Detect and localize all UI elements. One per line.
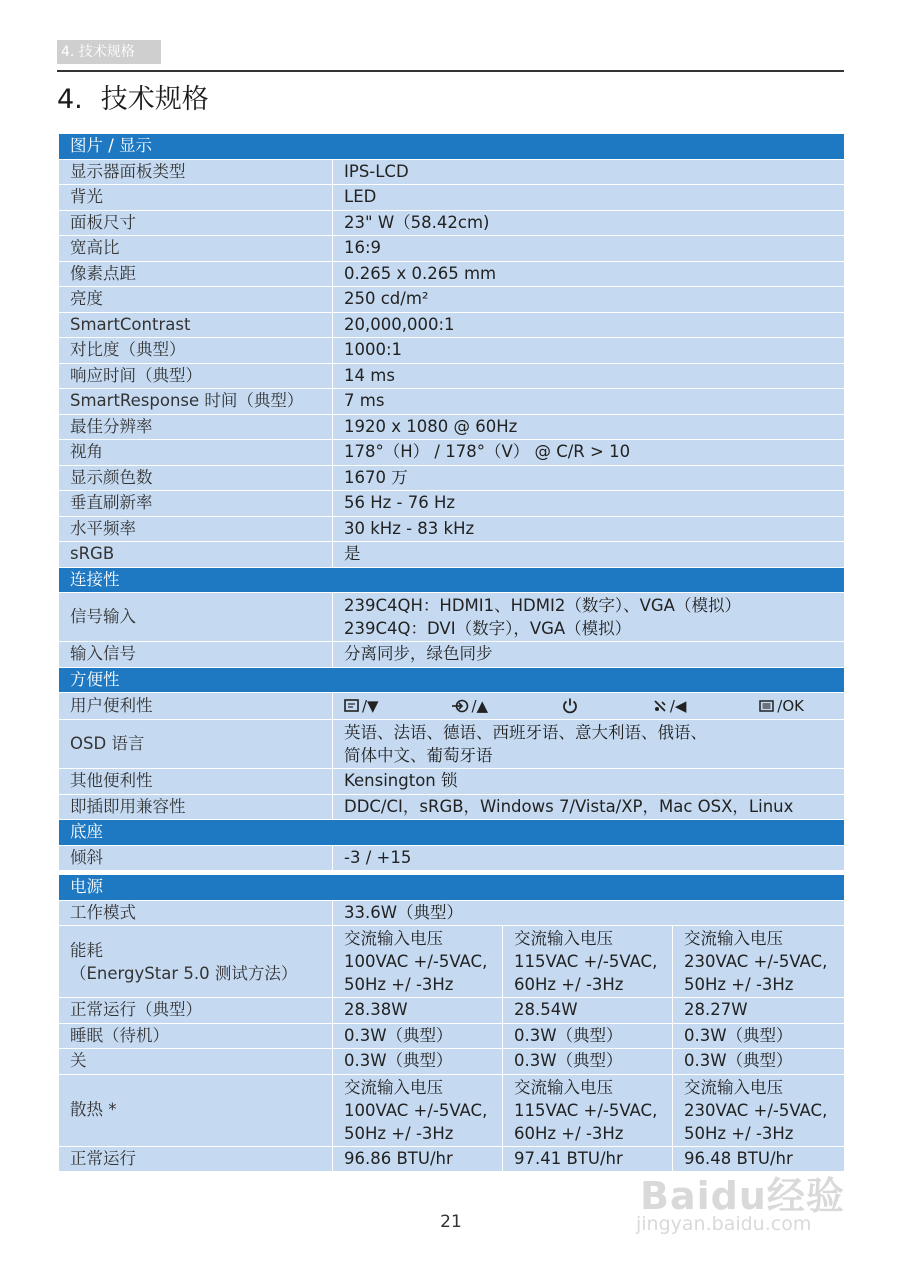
row-label: 散热 *	[59, 1074, 333, 1146]
row-value: 28.27W	[673, 998, 845, 1024]
row-label: 显示器面板类型	[59, 159, 333, 185]
row-label: sRGB	[59, 542, 333, 568]
control-icons	[344, 695, 844, 717]
row-label: 正常运行	[59, 1146, 333, 1172]
table-row	[59, 440, 845, 466]
row-value: IPS-LCD	[333, 159, 845, 185]
row-label: 信号输入	[59, 593, 333, 642]
control-label: /▲	[471, 697, 489, 715]
value-line: 60Hz +/ -3Hz	[514, 975, 624, 994]
value-line: 交流输入电压	[514, 1077, 613, 1097]
row-label: 垂直刷新率	[59, 491, 333, 517]
watermark-brand: Baidu经验	[640, 1174, 845, 1218]
table-row	[59, 414, 845, 440]
section-title: 方便性	[59, 667, 845, 693]
control-power	[561, 697, 579, 715]
row-value: 96.48 BTU/hr	[673, 1146, 845, 1172]
table-row	[59, 693, 845, 720]
table-row	[59, 338, 845, 364]
row-label	[59, 926, 333, 998]
table-row	[59, 465, 845, 491]
table-row	[59, 769, 845, 795]
row-value: 0.3W（典型）	[333, 1049, 503, 1075]
voltage-cell	[673, 1074, 845, 1146]
row-label: 亮度	[59, 287, 333, 313]
table-row	[59, 516, 845, 542]
value-line: 英语、法语、德语、西班牙语、意大利语、俄语、	[344, 723, 707, 742]
smartimage-icon	[652, 699, 668, 713]
row-label: 工作模式	[59, 900, 333, 926]
header-tab: 4. 技术规格	[57, 40, 161, 64]
value-line: 230VAC +/-5VAC,	[684, 1100, 828, 1120]
row-label: 最佳分辨率	[59, 414, 333, 440]
table-row	[59, 542, 845, 568]
row-value: 0.3W（典型）	[333, 1023, 503, 1049]
row-label: OSD 语言	[59, 720, 333, 769]
row-label: 对比度（典型）	[59, 338, 333, 364]
value-line: 交流输入电压	[684, 929, 783, 948]
table-row	[59, 1049, 845, 1075]
row-value: 23" W（58.42cm)	[333, 210, 845, 236]
voltage-cell	[503, 926, 673, 998]
row-label: 倾斜	[59, 845, 333, 871]
row-label: 用户便利性	[59, 693, 333, 720]
row-value: 1670 万	[333, 465, 845, 491]
page-title	[57, 80, 209, 120]
section-title: 底座	[59, 820, 845, 846]
value-line: 230VAC +/-5VAC,	[684, 952, 828, 971]
row-label: 背光	[59, 185, 333, 211]
section-header-stand	[59, 820, 845, 846]
row-value: 28.54W	[503, 998, 673, 1024]
watermark-url: jingyan.baidu.com	[636, 1213, 812, 1235]
value-line: 简体中文、葡萄牙语	[344, 746, 493, 765]
row-value: 0.3W（典型）	[673, 1023, 845, 1049]
value-line: 239C4QH：HDMI1、HDMI2（数字）、VGA（模拟）	[344, 596, 741, 615]
title-text: 技术规格	[100, 84, 209, 115]
row-label: 关	[59, 1049, 333, 1075]
control-label: /OK	[777, 697, 804, 715]
row-value: 33.6W（典型）	[333, 900, 845, 926]
row-value: 14 ms	[333, 363, 845, 389]
spec-table-main	[58, 133, 845, 871]
header-rule	[57, 70, 844, 72]
table-row	[59, 363, 845, 389]
row-value: 28.38W	[333, 998, 503, 1024]
value-line: 交流输入电压	[514, 929, 613, 948]
row-value: 是	[333, 542, 845, 568]
table-row	[59, 159, 845, 185]
row-label: 水平频率	[59, 516, 333, 542]
value-line: 50Hz +/ -3Hz	[684, 1123, 794, 1143]
row-label: 响应时间（典型）	[59, 363, 333, 389]
page-number: 21	[440, 1212, 462, 1232]
voltage-cell	[673, 926, 845, 998]
row-value: 0.3W（典型）	[673, 1049, 845, 1075]
value-line: 50Hz +/ -3Hz	[684, 975, 794, 994]
control-smartimage	[652, 695, 687, 717]
table-row	[59, 845, 845, 871]
row-value: 97.41 BTU/hr	[503, 1146, 673, 1172]
row-label: 正常运行（典型）	[59, 998, 333, 1024]
value-line: 115VAC +/-5VAC,	[514, 952, 658, 971]
row-value: 1920 x 1080 @ 60Hz	[333, 414, 845, 440]
table-row	[59, 926, 845, 998]
row-value: 0.265 x 0.265 mm	[333, 261, 845, 287]
section-header-display	[59, 134, 845, 160]
row-value	[333, 720, 845, 769]
label-line: 能耗	[70, 940, 103, 960]
control-label: /▼	[362, 697, 379, 715]
value-line: 60Hz +/ -3Hz	[514, 1123, 624, 1143]
table-row	[59, 642, 845, 668]
control-ok	[759, 695, 804, 717]
row-value: 178°（H） / 178°（V） @ C/R > 10	[333, 440, 845, 466]
row-value: 16:9	[333, 236, 845, 262]
table-row	[59, 998, 845, 1024]
voltage-cell	[333, 1074, 503, 1146]
row-value: -3 / +15	[333, 845, 845, 871]
row-value: 96.86 BTU/hr	[333, 1146, 503, 1172]
table-row	[59, 1023, 845, 1049]
row-value: 0.3W（典型）	[503, 1023, 673, 1049]
value-line: 239C4Q：DVI（数字），VGA（模拟）	[344, 619, 632, 638]
table-row	[59, 312, 845, 338]
value-line: 50Hz +/ -3Hz	[344, 1123, 454, 1143]
row-value	[333, 693, 845, 720]
value-line: 100VAC +/-5VAC,	[344, 952, 488, 971]
section-header-connectivity	[59, 567, 845, 593]
osd-menu-icon	[759, 700, 775, 712]
voltage-cell	[503, 1074, 673, 1146]
row-label: SmartContrast	[59, 312, 333, 338]
table-row	[59, 185, 845, 211]
control-input	[451, 695, 488, 717]
table-row	[59, 491, 845, 517]
row-label: 即插即用兼容性	[59, 794, 333, 820]
table-row	[59, 389, 845, 415]
label-line: （EnergyStar 5.0 测试方法）	[70, 963, 298, 983]
row-value: 56 Hz - 76 Hz	[333, 491, 845, 517]
row-label: 像素点距	[59, 261, 333, 287]
row-value: 分离同步，绿色同步	[333, 642, 845, 668]
table-row	[59, 1074, 845, 1146]
row-value: 1000:1	[333, 338, 845, 364]
table-row	[59, 593, 845, 642]
row-label: 面板尺寸	[59, 210, 333, 236]
section-header-convenience	[59, 667, 845, 693]
row-label: 其他便利性	[59, 769, 333, 795]
row-value: 30 kHz - 83 kHz	[333, 516, 845, 542]
section-title: 电源	[59, 875, 845, 901]
row-label: SmartResponse 时间（典型）	[59, 389, 333, 415]
row-value: 250 cd/m²	[333, 287, 845, 313]
table-row	[59, 287, 845, 313]
control-label: /◀	[669, 697, 687, 715]
section-title: 连接性	[59, 567, 845, 593]
power-icon	[561, 697, 579, 715]
row-value: DDC/CI，sRGB，Windows 7/Vista/XP，Mac OSX，Linux	[333, 794, 845, 820]
table-row	[59, 236, 845, 262]
value-line: 交流输入电压	[344, 929, 443, 948]
row-value: Kensington 锁	[333, 769, 845, 795]
row-label: 视角	[59, 440, 333, 466]
title-number: 4.	[57, 84, 83, 115]
value-line: 115VAC +/-5VAC,	[514, 1100, 658, 1120]
row-value	[333, 593, 845, 642]
row-label: 输入信号	[59, 642, 333, 668]
spec-table-power	[58, 874, 845, 1172]
table-row	[59, 900, 845, 926]
table-row	[59, 720, 845, 769]
row-value: LED	[333, 185, 845, 211]
table-row	[59, 261, 845, 287]
input-source-icon	[451, 699, 469, 713]
voltage-cell	[333, 926, 503, 998]
row-label: 显示颜色数	[59, 465, 333, 491]
value-line: 交流输入电压	[684, 1077, 783, 1097]
value-line: 50Hz +/ -3Hz	[344, 975, 454, 994]
row-value: 7 ms	[333, 389, 845, 415]
row-value: 0.3W（典型）	[503, 1049, 673, 1075]
row-value: 20,000,000:1	[333, 312, 845, 338]
table-row	[59, 210, 845, 236]
table-row	[59, 794, 845, 820]
row-label: 宽高比	[59, 236, 333, 262]
row-label: 睡眠（待机）	[59, 1023, 333, 1049]
value-line: 100VAC +/-5VAC,	[344, 1100, 488, 1120]
control-menu	[344, 695, 379, 717]
section-title: 图片 / 显示	[59, 134, 845, 160]
value-line: 交流输入电压	[344, 1077, 443, 1097]
menu-square-icon	[344, 699, 360, 713]
section-header-power	[59, 875, 845, 901]
